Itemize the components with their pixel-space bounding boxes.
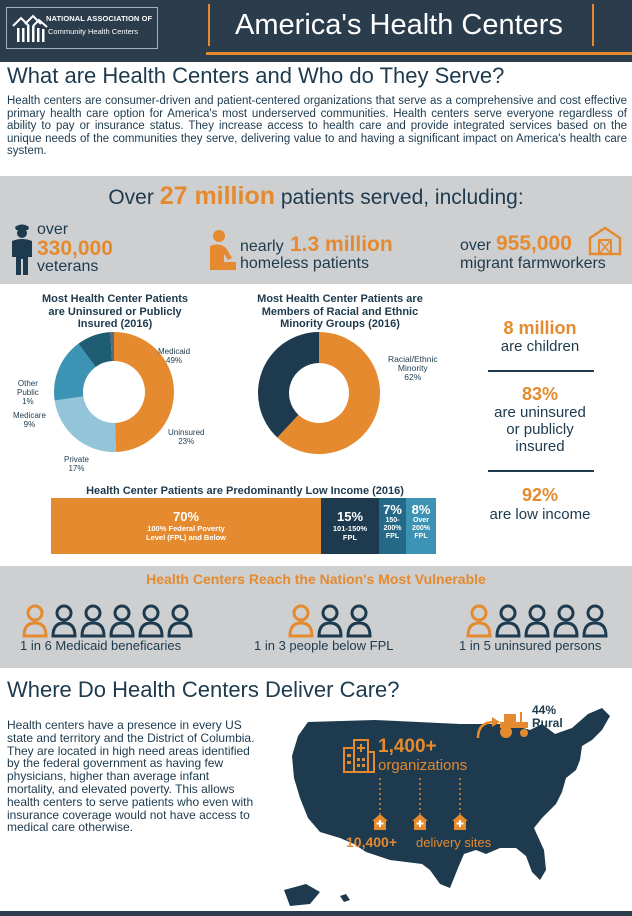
private-label-pct: 17% bbox=[68, 464, 85, 473]
low-income-label: are low income bbox=[489, 506, 591, 523]
private-label-text: Private bbox=[64, 455, 89, 464]
other-public-label bbox=[17, 379, 39, 406]
person-icon bbox=[80, 604, 106, 638]
seg4-label-2: 200% bbox=[412, 525, 430, 532]
buildings-icon bbox=[342, 738, 376, 774]
seg3-label-3: FPL bbox=[385, 533, 400, 540]
hawaii-shape bbox=[340, 894, 350, 902]
person-icon bbox=[167, 604, 193, 638]
vulnerable-title: Health Centers Reach the Nation's Most Vulnerable bbox=[146, 571, 486, 587]
house-pins bbox=[370, 812, 470, 834]
veterans-prefix: over bbox=[37, 221, 69, 238]
insurance-title-line3: Insured (2016) bbox=[77, 318, 153, 330]
rural-pct: 44% bbox=[532, 703, 557, 717]
logo-text-line2: Community Health Centers bbox=[48, 27, 139, 36]
person-icon bbox=[346, 604, 372, 638]
clinic-house-icon bbox=[450, 812, 470, 832]
uninsured-ratio-caption: 1 in 5 uninsured persons bbox=[459, 638, 602, 653]
income-bar bbox=[51, 498, 436, 554]
migrant-label: migrant farmworkers bbox=[460, 255, 606, 272]
delivery-heading: Where Do Health Centers Deliver Care? bbox=[7, 677, 400, 702]
person-icon bbox=[582, 604, 608, 638]
minority-title-line2: Members of Racial and Ethnic bbox=[261, 305, 419, 318]
title-underline bbox=[206, 52, 632, 55]
patients-served-line bbox=[0, 182, 632, 211]
minority-label-line1: Racial/Ethnic bbox=[388, 354, 438, 364]
seg4-label-3: FPL bbox=[414, 533, 428, 540]
stats-divider-1 bbox=[488, 370, 594, 372]
uninsured-stat-number: 83% bbox=[521, 384, 559, 404]
rural-label: Rural bbox=[532, 716, 563, 730]
income-bar-title: Health Center Patients are Predominantly Low Income (2016) bbox=[86, 485, 404, 497]
logo-houses-icon bbox=[11, 12, 49, 44]
minority-label-line2: Minority bbox=[397, 363, 428, 373]
medicare-label-text: Medicare bbox=[13, 411, 46, 420]
person-icon bbox=[317, 604, 343, 638]
seg3-label-1: 150- bbox=[385, 517, 400, 524]
person-icon-highlighted bbox=[466, 604, 492, 638]
minority-chart-title bbox=[230, 293, 450, 331]
insurance-title-line1: Most Health Center Patients bbox=[41, 293, 189, 305]
sites-label: delivery sites bbox=[416, 835, 492, 850]
minority-title-line3: Minority Groups (2016) bbox=[280, 318, 400, 330]
veterans-label: veterans bbox=[37, 258, 99, 275]
fpl-ratio-caption: 1 in 3 people below FPL bbox=[254, 638, 394, 653]
sites-number: 10,400+ bbox=[346, 834, 397, 850]
uninsured-stat-line3-text: insured bbox=[515, 438, 565, 455]
medicare-label-pct: 9% bbox=[23, 420, 36, 429]
seg1-label-1: 100% Federal Poverty bbox=[147, 524, 225, 533]
minority-title-line1: Most Health Center Patients are bbox=[257, 293, 423, 305]
people-icons-row bbox=[0, 600, 632, 640]
migrant-prefix: over bbox=[460, 237, 492, 254]
medicaid-label bbox=[158, 347, 190, 365]
person-icon bbox=[138, 604, 164, 638]
uninsured-label bbox=[168, 428, 204, 446]
seg2-label-1: 101-150% bbox=[332, 524, 368, 533]
slice-uninsured bbox=[55, 396, 116, 452]
medicaid-label-text: Medicaid bbox=[158, 347, 191, 356]
children-label: are children bbox=[500, 338, 580, 355]
medicare-label bbox=[13, 411, 46, 429]
seg2-pct: 15% bbox=[336, 509, 364, 524]
medicaid-label-pct: 49% bbox=[166, 356, 183, 365]
person-icon-highlighted bbox=[288, 604, 314, 638]
other-label-line2: Public bbox=[17, 388, 39, 397]
seg1-pct: 70% bbox=[172, 509, 200, 524]
minority-label bbox=[388, 355, 438, 382]
veterans-number: 330,000 bbox=[37, 237, 113, 260]
income-seg-over-200 bbox=[406, 498, 436, 554]
barn-icon bbox=[588, 226, 622, 256]
private-label bbox=[64, 455, 89, 473]
other-label-line1: Other bbox=[17, 379, 38, 388]
logo-text-line1: NATIONAL ASSOCIATION OF bbox=[46, 14, 153, 23]
uninsured-label-text: Uninsured bbox=[168, 428, 205, 437]
seg4-label-1: Over bbox=[413, 517, 429, 524]
other-label-pct: 1% bbox=[22, 397, 34, 406]
intro-heading: What are Health Centers and Who do They Serve? bbox=[7, 63, 505, 88]
insurance-title-line2: are Uninsured or Publicly bbox=[48, 305, 182, 318]
income-seg-below-100 bbox=[51, 498, 321, 554]
alaska-shape bbox=[284, 884, 320, 906]
homeless-prefix: nearly bbox=[240, 238, 284, 255]
person-icon bbox=[524, 604, 550, 638]
seg3-label-2: 200% bbox=[383, 525, 402, 532]
patients-prefix: Over bbox=[108, 186, 154, 209]
uninsured-label-pct: 23% bbox=[178, 437, 195, 446]
medicaid-ratio-caption: 1 in 6 Medicaid beneficaries bbox=[20, 638, 182, 653]
minority-donut-chart bbox=[256, 330, 382, 456]
seg4-pct: 8% bbox=[411, 502, 431, 517]
patients-number: 27 million bbox=[159, 182, 275, 210]
low-income-number: 92% bbox=[521, 485, 559, 505]
clinic-house-icon bbox=[370, 812, 390, 832]
uninsured-stat-line1: are uninsured bbox=[494, 404, 586, 421]
page-title: America's Health Centers bbox=[235, 9, 563, 41]
rural-arrow-icon bbox=[474, 716, 502, 740]
homeless-number: 1.3 million bbox=[290, 233, 393, 256]
seg3-pct: 7% bbox=[383, 502, 402, 517]
veteran-icon bbox=[8, 221, 36, 275]
intro-body: Health centers are consumer-driven and patient-centered organizations that serve as a comprehensive and cost effective primary health care option for America's most underserved communities. Health centers serve everyone regardless of ability to pay or insurance status. They increase access to health care and provide integrated services based on the unique needs of the communities they serve, delivering value to and having a significant impact on America's health care system. bbox=[7, 95, 627, 158]
income-seg-101-150 bbox=[321, 498, 379, 554]
footer-bar bbox=[0, 911, 632, 916]
seg2-label-2: FPL bbox=[342, 533, 358, 542]
person-icon bbox=[109, 604, 135, 638]
income-seg-150-200 bbox=[379, 498, 406, 554]
person-icon-highlighted bbox=[22, 604, 48, 638]
homeless-label: homeless patients bbox=[240, 255, 369, 272]
clinic-house-icon bbox=[410, 812, 430, 832]
migrant-number: 955,000 bbox=[496, 232, 572, 255]
person-icon bbox=[51, 604, 77, 638]
orgs-number: 1,400+ bbox=[378, 736, 437, 757]
homeless-person-icon bbox=[206, 228, 238, 270]
seg1-label-2: Level (FPL) and Below bbox=[145, 533, 226, 542]
patients-suffix: patients served, including: bbox=[280, 186, 524, 209]
stats-divider-2 bbox=[488, 470, 594, 472]
person-icon bbox=[495, 604, 521, 638]
uninsured-stat-line2: or publicly bbox=[506, 421, 574, 438]
insurance-chart-title bbox=[20, 293, 210, 331]
person-icon bbox=[553, 604, 579, 638]
orgs-label: organizations bbox=[378, 757, 468, 774]
children-number: 8 million bbox=[503, 318, 577, 338]
delivery-body: Health centers have a presence in every US state and territory and the District of Columbia. They are located in high need areas identified by the federal government as having few physicians, higher than average infant mortality, and elevated poverty. This allows health centers to serve patients who even with insurance coverage would not have access to medical care otherwise. bbox=[7, 718, 255, 835]
minority-label-pct: 62% bbox=[404, 372, 422, 382]
